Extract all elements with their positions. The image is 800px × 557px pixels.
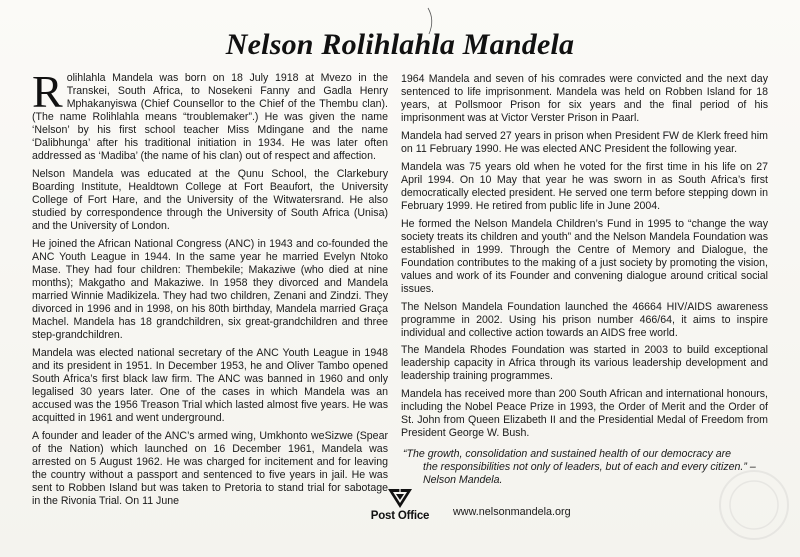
seal-watermark: [714, 465, 794, 545]
imprisonment-paragraph: 1964 Mandela and seven of his comrades were convicted and the next day sentenced to life imprisonment. Mandela was held on Robben Island for 18 years, at Pollsmoor Prison for six years and the final period of his imprisonment was at Victor Verster Prison in Paarl.: [401, 73, 768, 125]
hiv-aids-paragraph: The Nelson Mandela Foundation launched the 46664 HIV/AIDS awareness programme in 2002. Using his prison number 466/64, it aims to inspire individual and collective action towards an AIDS free world.: [401, 300, 768, 339]
release-paragraph: Mandela had served 27 years in prison when President FW de Klerk freed him on 11 February 1990. He was elected ANC President the following year.: [401, 129, 768, 155]
post-office-label: Post Office: [370, 510, 430, 522]
armed-wing-paragraph: A founder and leader of the ANC’s armed wing, Umkhonto weSizwe (Spear of the Nation) which launched on 16 December 1961, Mandela was arrested on 5 August 1962. He was charged for incitement and for leaving the country without a passport and sentenced to five years in jail. He was sent to Robben Island but was taken to Pretoria to stand trial for sabotage in the Rivonia Trial. On 11 June: [32, 429, 388, 508]
website-link[interactable]: www.nelsonmandela.org: [453, 506, 571, 518]
page-title: Nelson Rolihlahla Mandela: [225, 28, 575, 61]
foundation-paragraph: He formed the Nelson Mandela Children’s Fund in 1995 to “change the way society treats its children and youth” and the Nelson Mandela Foundation was established in 1999. Through the Centre of Memory and Dialogue, the Foundation contributes to the making of a just society by promoting the vision, values and work of its Founder and convening dialogue around critical social issues.: [401, 217, 768, 295]
anc-family-paragraph: He joined the African National Congress (ANC) in 1943 and co-founded the ANC Youth League in 1944. In the same year he married Evelyn Ntoko Mase. They had four children: Thembekile; Makaziwe (who died at nine months); Makgatho and Makaziwe. In 1958 they divorced and Mandela married Winnie Madikizela. They had two children, Zenani and Zindzi. They divorced in 1996 and in 1998, on his 80th birthday, Mandela married Graça Machel. Mandela has 18 grandchildren, six great-grandchildren and three step-grandchildren.: [32, 237, 388, 342]
rhodes-paragraph: The Mandela Rhodes Foundation was started in 2003 to build exceptional leadership capacity in Africa through its various leadership development and leadership training programmes.: [401, 344, 768, 383]
post-office-logo-icon: [387, 487, 413, 509]
quote-line-1: “The growth, consolidation and sustained health of our democracy are: [403, 448, 732, 461]
quote-rest: the responsibilities not only of leaders, but of each and every citizen.” – Nelson Mandela.: [423, 461, 756, 487]
intro-paragraph-text: olihlahla Mandela was born on 18 July 1918 at Mvezo in the Transkei, South Africa, to Nosekeni Fanny and Gadla Henry Mphakanyiswa (Chief Counsellor to the Chief of the Thembu clan). (The name Rolihlahla means “troublemaker”.) He was given the name ‘Nelson’ by his first school teacher Miss Mdingane and the name ‘Dalibhunga’ after his traditional initiation in 1934. He was later often addressed as ‘Madiba’ (the name of his clan) out of respect and affection.: [32, 72, 388, 163]
left-column: [32, 66, 388, 513]
post-office-logo: [360, 487, 440, 527]
presidency-paragraph: Mandela was 75 years old when he voted for the first time in his life on 27 April 1994. On 10 May that year he was sworn in as South Africa’s first democratically elected president. He served one term before stepping down in February 1999. He retired from public life in June 2004.: [401, 160, 768, 212]
intro-paragraph: [32, 66, 388, 163]
right-column: [401, 73, 768, 487]
drop-cap: R: [32, 66, 63, 117]
honours-paragraph: Mandela has received more than 200 South African and international honours, including the Nobel Peace Prize in 1993, the Order of Merit and the Order of St. John from Queen Elizabeth II and the Presidential Medal of Freedom from President George W. Bush.: [401, 388, 768, 440]
mandela-quote: [401, 448, 768, 487]
education-paragraph: Nelson Mandela was educated at the Qunu School, the Clarkebury Boarding Institute, Healdtown College at Fort Beaufort, the University College of Fort Hare, and the University of the Witwatersrand. He also studied by correspondence through the University of South Africa (Unisa) and the University of London.: [32, 168, 388, 233]
youth-league-paragraph: Mandela was elected national secretary of the ANC Youth League in 1948 and its president in 1951. In December 1953, he and Oliver Tambo opened South Africa’s first black law firm. The ANC was banned in 1960 and only legalised 30 years later. One of the cases in which Mandela was an accused was the 1956 Treason Trial which lasted almost five years. He was acquitted in 1961 and went underground.: [32, 347, 388, 425]
